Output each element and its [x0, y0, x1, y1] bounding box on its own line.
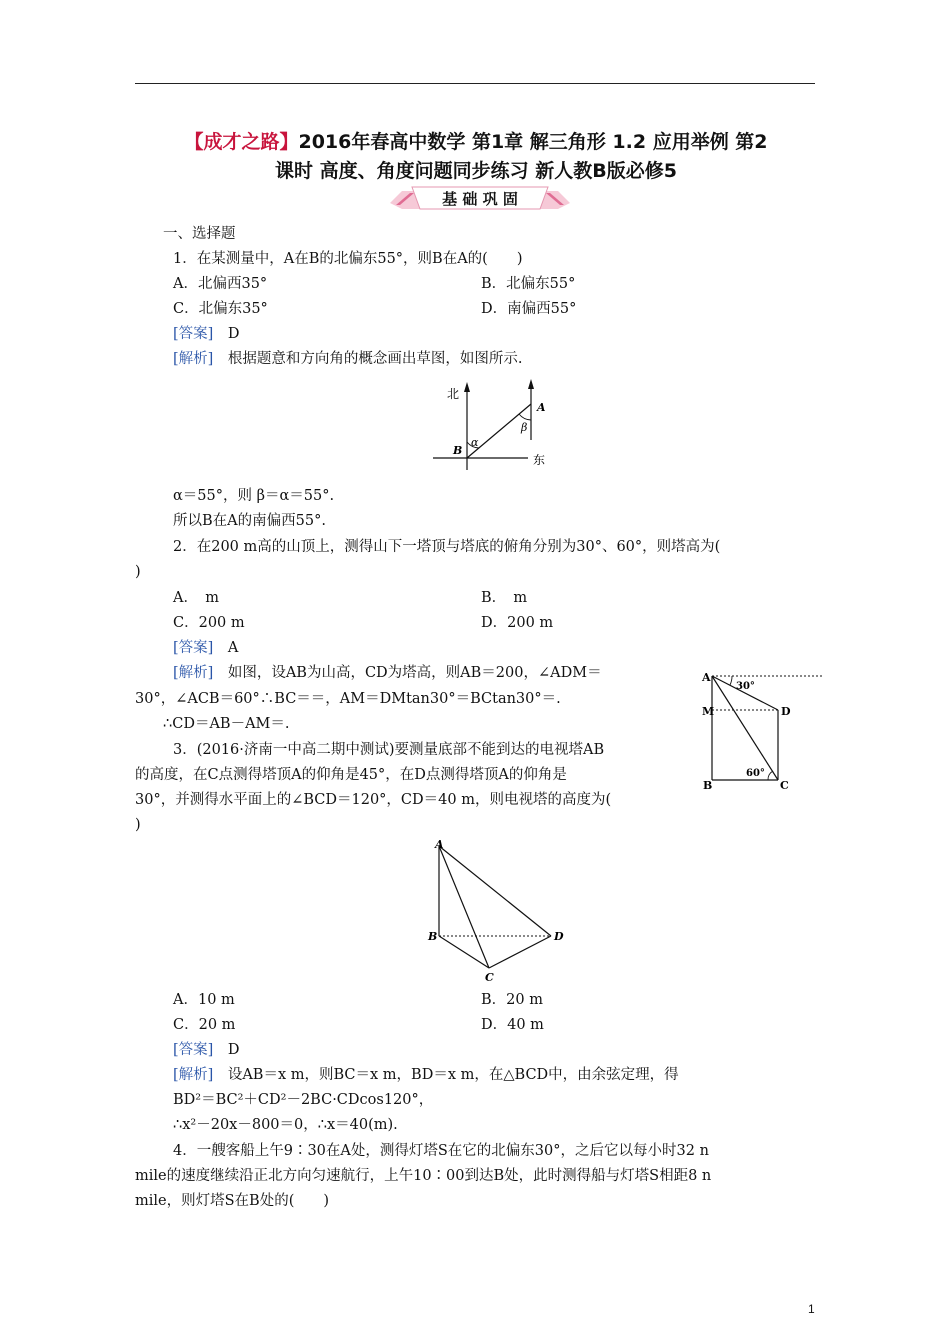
- q3-stem: 3．(2016·济南一中高二期中测试)要测量底部不能到达的电视塔AB: [173, 742, 605, 758]
- q2-stem-end: ): [135, 564, 141, 580]
- q1-fig-east: 东: [533, 453, 546, 467]
- title-line2: 课时 高度、角度问题同步练习 新人教B版必修5: [275, 160, 677, 182]
- q1-fig-a: A: [537, 401, 546, 414]
- q2-figure: [700, 668, 825, 792]
- q1-analysis-text: 根据题意和方向角的概念画出草图，如图所示.: [227, 351, 523, 367]
- q2-option-b: B． m: [481, 590, 528, 606]
- q3-fig-c: C: [485, 971, 494, 984]
- q1-option-d: D．南偏西55°: [481, 301, 577, 317]
- section-title: 基 础 巩 固: [442, 190, 518, 208]
- q3-fig-d: D: [554, 930, 564, 943]
- q1-fig-alpha: α: [471, 436, 479, 449]
- q2-analysis-line2: 30°，∠ACB＝60°∴BC＝＝，AM＝DMtan30°＝BCtan30°＝.: [135, 691, 561, 707]
- q1-option-a: A．北偏西35°: [173, 276, 268, 292]
- q3-answer-value: D: [227, 1042, 240, 1058]
- q2-answer-value: A: [227, 640, 239, 656]
- q3-option-d: D．40 m: [481, 1017, 544, 1033]
- q3-figure: [425, 838, 570, 986]
- q1-line1: α＝55°，则 β＝α＝55°.: [173, 488, 335, 504]
- q4-stem-line3: mile，则灯塔S在B处的( ): [135, 1193, 330, 1209]
- q2-fig-b: B: [703, 779, 713, 792]
- answer-tag: [答案]: [173, 640, 214, 656]
- page-number: 1: [808, 1302, 815, 1316]
- answer-tag: [答案]: [173, 326, 214, 342]
- q1-stem: 1．在某测量中，A在B的北偏东55°，则B在A的( ): [173, 251, 523, 267]
- q4-stem: 4．一艘客船上午9∶30在A处，测得灯塔S在它的北偏东30°，之后它以每小时32 n: [173, 1143, 709, 1159]
- answer-tag: [答案]: [173, 1042, 214, 1058]
- top-rule: [135, 83, 815, 84]
- q3-option-c: C．20 m: [173, 1017, 236, 1033]
- q2-fig-d: D: [781, 705, 791, 718]
- analysis-tag: [解析]: [173, 1067, 214, 1083]
- q2-option-d: D．200 m: [481, 615, 554, 631]
- title-bracket: 【成才之路】: [184, 131, 299, 153]
- q3-stem-end: ): [135, 817, 141, 833]
- q1-line2: 所以B在A的南偏西55°.: [173, 513, 326, 529]
- q3-analysis-text: 设AB＝x m，则BC＝x m，BD＝x m，在△BCD中，由余弦定理，得: [227, 1067, 679, 1083]
- q3-fig-a: A: [435, 838, 444, 851]
- q2-analysis-line3: ∴CD＝AB－AM＝.: [163, 716, 290, 732]
- q1-option-c: C．北偏东35°: [173, 301, 268, 317]
- q3-option-b: B．20 m: [481, 992, 543, 1008]
- title-line1: 2016年春高中数学 第1章 解三角形 1.2 应用举例 第2: [298, 131, 768, 153]
- q2-fig-m: M: [702, 705, 715, 718]
- q2-stem: 2．在200 m高的山顶上，测得山下一塔顶与塔底的俯角分别为30°、60°，则塔高为(: [173, 539, 721, 555]
- q3-fig-b: B: [428, 930, 438, 943]
- q3-stem-line3: 30°，并测得水平面上的∠BCD＝120°，CD＝40 m，则电视塔的高度为(: [135, 792, 612, 808]
- q1-option-b: B．北偏东55°: [481, 276, 576, 292]
- q3-analysis-line2: BD²＝BC²＋CD²－2BC·CDcos120°，: [173, 1092, 434, 1108]
- q2-fig-angle60: 60°: [746, 768, 765, 779]
- q1-answer: [173, 324, 239, 344]
- q2-option-a: A． m: [173, 590, 219, 606]
- q2-answer: [173, 638, 238, 658]
- q1-answer-value: D: [227, 326, 240, 342]
- analysis-tag: [解析]: [173, 351, 214, 367]
- q1-fig-beta: β: [521, 421, 528, 434]
- q3-stem-line2: 的高度，在C点测得塔顶A的仰角是45°，在D点测得塔顶A的仰角是: [135, 767, 567, 783]
- q1-analysis: [173, 349, 522, 369]
- q1-fig-b: B: [453, 444, 463, 457]
- q2-analysis: [173, 663, 602, 683]
- q1-figure: [425, 378, 555, 470]
- q1-fig-north: 北: [447, 387, 460, 401]
- q2-fig-a: A: [702, 671, 711, 684]
- analysis-tag: [解析]: [173, 665, 214, 681]
- q2-option-c: C．200 m: [173, 615, 245, 631]
- q4-stem-line2: mile的速度继续沿正北方向匀速航行，上午10∶00到达B处，此时测得船与灯塔S相距8 n: [135, 1168, 712, 1184]
- q2-fig-angle30: 30°: [736, 681, 755, 692]
- part-heading: 一、选择题: [163, 226, 236, 242]
- q3-option-a: A．10 m: [173, 992, 235, 1008]
- q2-fig-c: C: [780, 779, 789, 792]
- q3-analysis: [173, 1065, 679, 1085]
- section-banner: [390, 185, 570, 211]
- document-title: [135, 128, 817, 186]
- q3-answer: [173, 1040, 239, 1060]
- q2-analysis-text: 如图，设AB为山高，CD为塔高，则AB＝200，∠ADM＝: [227, 665, 602, 681]
- q3-analysis-line3: ∴x²－20x－800＝0，∴x＝40(m).: [173, 1117, 398, 1133]
